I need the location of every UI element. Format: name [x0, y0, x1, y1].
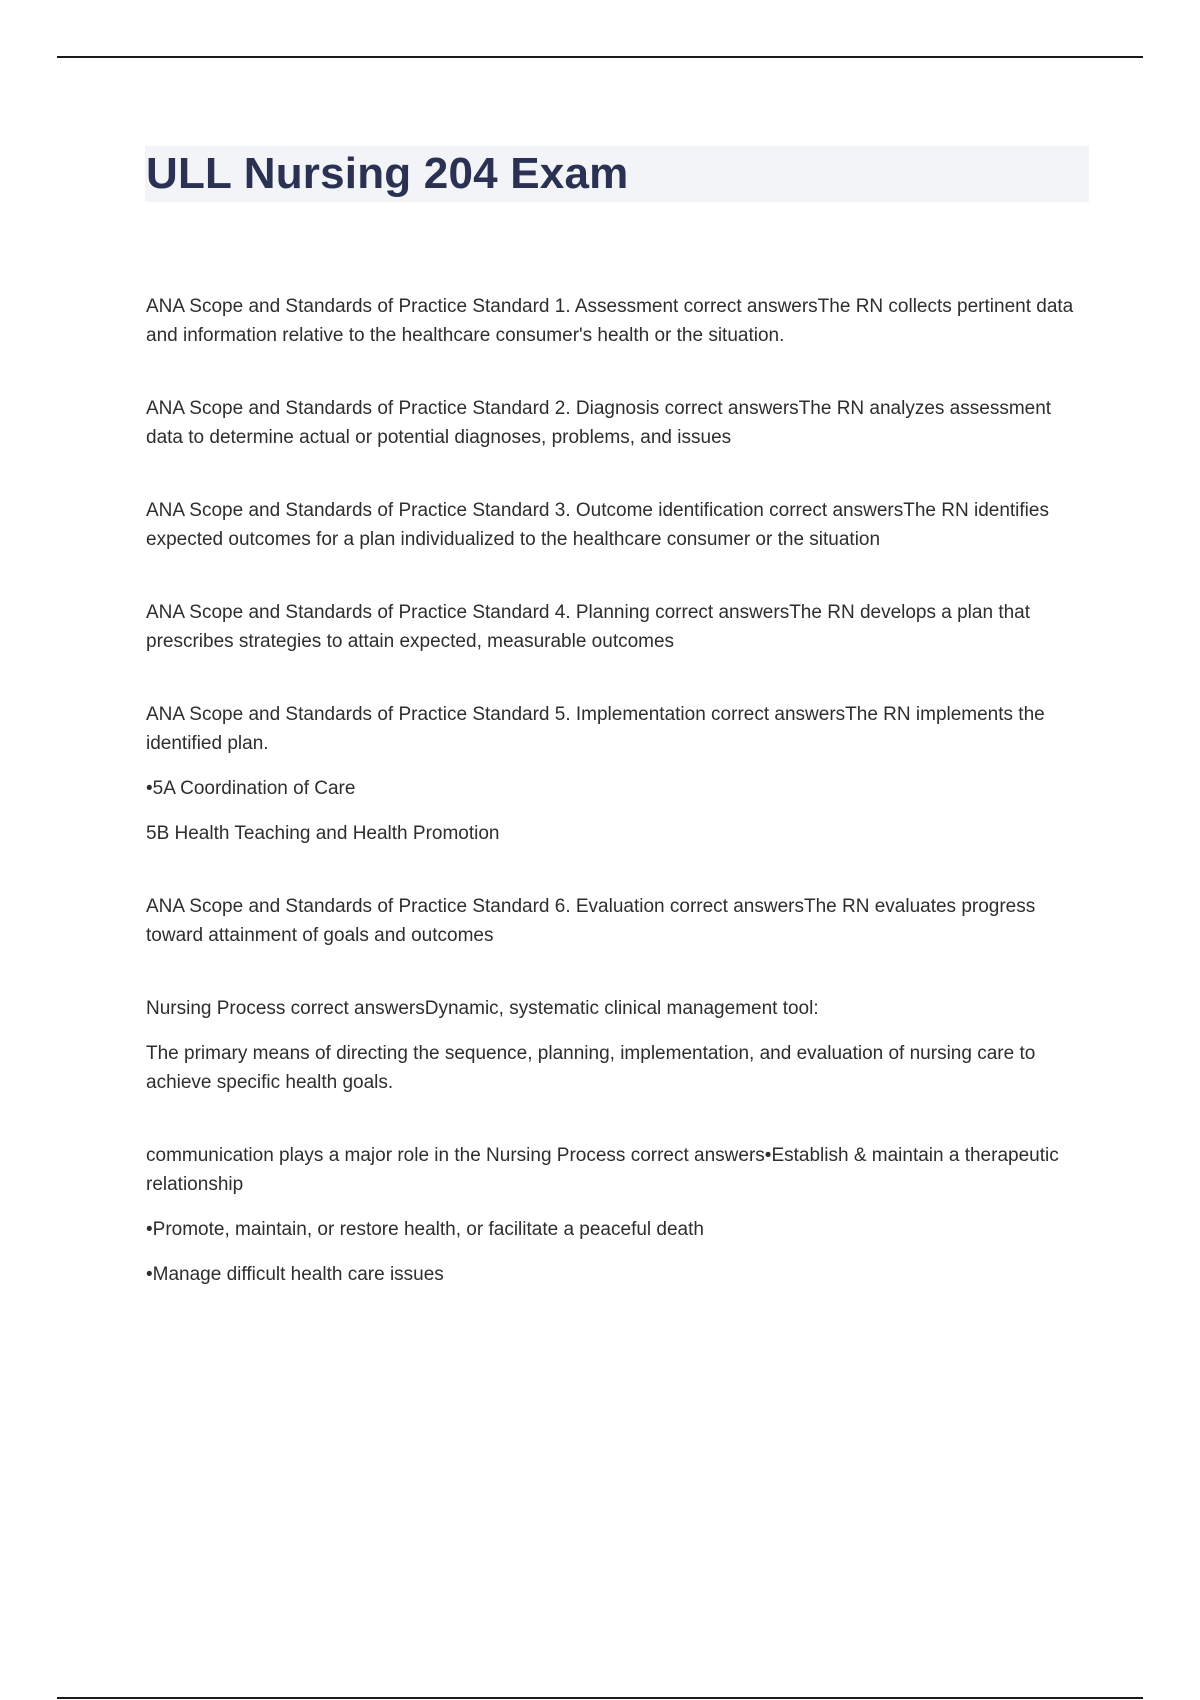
- card-text: Nursing Process correct answersDynamic, systematic clinical management tool:: [146, 998, 819, 1019]
- bottom-rule: [57, 1697, 1143, 1699]
- card-text: ANA Scope and Standards of Practice Standard 5. Implementation correct answersThe RN implements the identified plan.: [146, 704, 1045, 754]
- flashcard-nursing-process: [146, 994, 1090, 1097]
- document-body: [146, 292, 1090, 1333]
- flashcard-standard-4: [146, 598, 1090, 656]
- card-text: ANA Scope and Standards of Practice Standard 4. Planning correct answersThe RN develops a plan that prescribes strategies to attain expected, measurable outcomes: [146, 602, 1031, 652]
- card-text: The primary means of directing the sequence, planning, implementation, and evaluation of nursing care to achieve specific health goals.: [146, 1043, 1036, 1093]
- page-title: ULL Nursing 204 Exam: [146, 149, 629, 198]
- card-text: ANA Scope and Standards of Practice Standard 6. Evaluation correct answersThe RN evaluates progress toward attainment of goals and outcomes: [146, 896, 1036, 946]
- top-rule: [57, 56, 1143, 58]
- flashcard-standard-5: [146, 700, 1090, 848]
- flashcard-communication: [146, 1141, 1090, 1289]
- card-bullet: •Promote, maintain, or restore health, or facilitate a peaceful death: [146, 1219, 704, 1240]
- card-text: ANA Scope and Standards of Practice Standard 3. Outcome identification correct answersThe RN identifies expected outcomes for a plan individualized to the healthcare consumer or the situation: [146, 500, 1049, 550]
- card-text: ANA Scope and Standards of Practice Standard 2. Diagnosis correct answersThe RN analyzes assessment data to determine actual or potential diagnoses, problems, and issues: [146, 398, 1052, 448]
- card-text: communication plays a major role in the Nursing Process correct answers•Establish & maintain a therapeutic relationship: [146, 1145, 1059, 1195]
- flashcard-standard-6: [146, 892, 1090, 950]
- flashcard-standard-2: [146, 394, 1090, 452]
- flashcard-standard-3: [146, 496, 1090, 554]
- card-text: ANA Scope and Standards of Practice Standard 1. Assessment correct answersThe RN collects pertinent data and information relative to the healthcare consumer's health or the situation.: [146, 296, 1074, 346]
- card-bullet: 5B Health Teaching and Health Promotion: [146, 823, 500, 844]
- flashcard-standard-1: [146, 292, 1090, 350]
- card-bullet: •5A Coordination of Care: [146, 778, 356, 799]
- card-bullet: •Manage difficult health care issues: [146, 1264, 444, 1285]
